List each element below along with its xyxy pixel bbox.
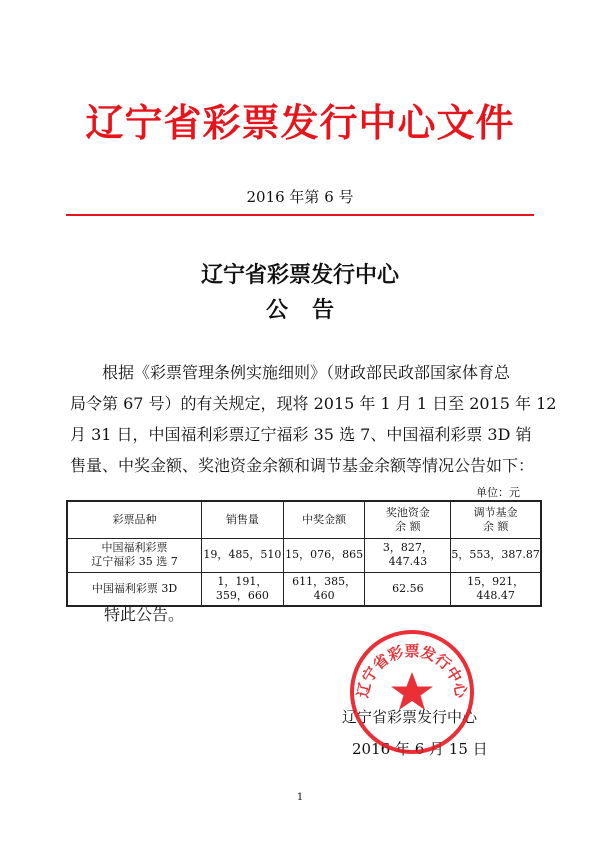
body-line: 月 31 日，中国福利彩票辽宁福彩 35 选 7、中国福利彩票 3D 销 [70,425,532,444]
cell-text: 15，921，448.47 [467,574,525,602]
cell-text: 62.56 [392,581,424,595]
notice-title: 公告 [265,298,358,323]
seal-text: 辽宁省彩票发行中心 [353,642,471,700]
notice-body [70,357,557,481]
header-divider [66,214,534,216]
table-header-cell [451,501,541,538]
cell-text: 中国福利彩票 3D [91,581,178,595]
body-line: 局令第 67 号）的有关规定，现将 2015 年 1 月 1 日至 2015 年 12 [70,394,557,413]
lottery-sales-table [66,500,542,607]
document-header-title: 辽宁省彩票发行中心文件 [85,100,515,145]
cell-text: 15，076，865 [285,548,364,561]
body-line: 根据《彩票管理条例实施细则》（财政部民政部国家体育总 [102,363,511,382]
table-cell [283,538,365,572]
table-cell [451,572,541,606]
cell-text: 1，191，359，660 [215,574,269,602]
cell-text: 611，385，460 [292,574,357,602]
header-text: 奖池资金 余 额 [385,505,430,533]
table-row [67,538,541,572]
cell-text: 19，485，510 [203,548,282,561]
signature-date: 2016 年 6 月 15 日 [352,740,488,758]
table-header-cell [283,501,365,538]
signature-organization: 辽宁省彩票发行中心 [342,708,478,726]
table-header-row [67,501,541,538]
body-line: 售量、中奖金额、奖池资金余额和调节基金余额等情况公告如下： [70,456,535,475]
notice-organization: 辽宁省彩票发行中心 [200,263,399,288]
header-text: 销售量 [225,512,259,526]
table-header-cell [365,501,451,538]
table-row [67,572,541,606]
page-number: 1 [296,792,304,803]
star-icon [391,672,433,710]
official-seal [348,628,476,756]
closing-remark: 特此公告。 [104,605,185,624]
table-unit-label: 单位：元 [476,486,520,499]
table-cell [451,538,541,572]
header-text: 调节基金 余 额 [473,505,518,533]
table-cell [201,572,283,606]
cell-text: 5，553，387.87 [451,548,540,561]
cell-text: 3，827，447.43 [382,541,433,568]
table-header-cell [67,501,201,538]
table-header-cell [201,501,283,538]
table-cell [365,538,451,572]
table-cell [201,538,283,572]
table-cell [67,538,201,572]
header-text: 中奖金额 [302,512,347,526]
header-text: 彩票品种 [112,512,157,526]
cell-text: 中国福利彩票 辽宁福彩 35 选 7 [91,541,178,568]
document-number: 2016 年第 6 号 [246,188,354,206]
table-cell [67,572,201,606]
table-cell [365,572,451,606]
table-cell [283,572,365,606]
